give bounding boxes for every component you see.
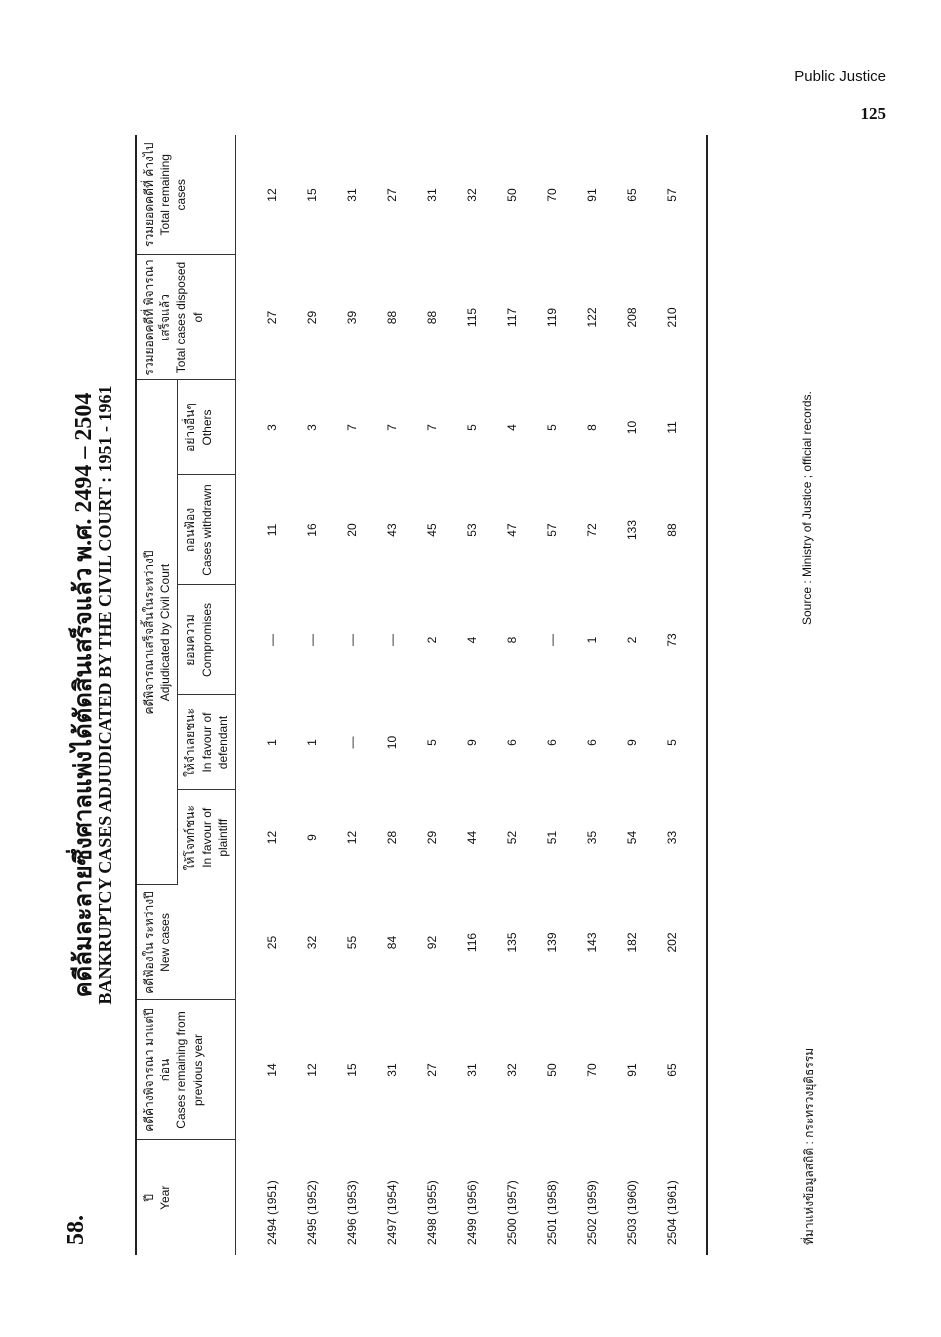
value-cell: 31 xyxy=(464,1063,479,1077)
value-cell: 2 xyxy=(424,636,439,644)
value-cell: 44 xyxy=(464,830,479,845)
year-cell: 2501 (1958) xyxy=(544,1180,559,1245)
value-cell: 9 xyxy=(464,739,479,746)
value-cell: 35 xyxy=(584,830,599,845)
value-cell: 65 xyxy=(624,188,639,202)
value-cell: 31 xyxy=(424,188,439,202)
value-cell: 32 xyxy=(304,935,319,950)
table-row xyxy=(412,135,452,1255)
value-cell: 70 xyxy=(584,1063,599,1077)
value-cell: 15 xyxy=(304,188,319,202)
value-cell: 117 xyxy=(504,307,519,328)
value-cell: 92 xyxy=(424,935,439,950)
col-adjudicated-group-header: คดีพิจารณาเสร็จสิ้นในระหว่างปี Adjudicated by Civil Court xyxy=(136,380,178,885)
value-cell: 115 xyxy=(464,307,479,328)
value-cell: 54 xyxy=(624,830,639,845)
year-cell: 2502 (1959) xyxy=(584,1180,599,1245)
value-cell: 122 xyxy=(584,307,599,328)
value-cell: 7 xyxy=(344,424,359,431)
value-cell: 14 xyxy=(264,1063,279,1077)
table-number: 58. xyxy=(63,1215,89,1245)
value-cell: 143 xyxy=(584,932,599,953)
value-cell: 202 xyxy=(652,885,707,1000)
value-cell: 6 xyxy=(584,739,599,746)
value-cell: 139 xyxy=(544,932,559,953)
value-cell: — xyxy=(344,634,359,646)
value-cell: 1 xyxy=(264,739,279,746)
source-note-english: Source : Ministry of Justice ; official records. xyxy=(800,391,814,625)
value-cell: 91 xyxy=(624,1063,639,1077)
value-cell: 31 xyxy=(384,1063,399,1077)
value-cell: 10 xyxy=(624,420,639,435)
value-cell: 32 xyxy=(464,188,479,202)
value-cell: 5 xyxy=(464,424,479,431)
value-cell: 133 xyxy=(624,519,639,541)
value-cell: 27 xyxy=(424,1063,439,1077)
value-cell: 73 xyxy=(652,585,707,695)
col-year-header: ปี Year xyxy=(136,1140,235,1255)
value-cell: — xyxy=(344,736,359,749)
value-cell: 11 xyxy=(264,523,279,537)
value-cell: 1 xyxy=(584,636,599,644)
table-row xyxy=(652,135,707,1255)
table-row xyxy=(532,135,572,1255)
col-remaining-header: คดีค้างพิจารณา มาแต่ปีก่อน Cases remaining from previous year xyxy=(136,1000,235,1140)
value-cell: 12 xyxy=(264,188,279,202)
table-row xyxy=(612,135,652,1255)
value-cell: 27 xyxy=(384,188,399,202)
value-cell: 16 xyxy=(304,523,319,537)
value-cell: 88 xyxy=(384,310,399,325)
source-note-thai: ที่มาแห่งข้อมูลสถิติ : กระทรวงยุติธรรม xyxy=(802,1047,816,1245)
value-cell: 31 xyxy=(344,188,359,202)
value-cell: 39 xyxy=(344,310,359,325)
value-cell: 5 xyxy=(544,424,559,431)
year-cell: 2499 (1956) xyxy=(464,1180,479,1245)
value-cell: 50 xyxy=(504,188,519,202)
table-row xyxy=(372,135,412,1255)
value-cell: 6 xyxy=(504,739,519,746)
value-cell: 10 xyxy=(384,735,399,750)
value-cell: 70 xyxy=(544,188,559,202)
value-cell: 43 xyxy=(384,523,399,537)
value-cell: 5 xyxy=(424,739,439,746)
col-plaintiff-header: ให้โจทก์ชนะ In favour of plaintiff xyxy=(178,790,236,885)
table-title-thai: คดีล้มละลายซึ่งศาลแพ่งได้ตัดสินเสร็จแล้ว พ.ศ. 2494 – 2504 xyxy=(71,392,97,998)
year-cell: 2498 (1955) xyxy=(424,1180,439,1245)
value-cell: 20 xyxy=(344,523,359,537)
table-row xyxy=(572,135,612,1255)
rotated-table-page xyxy=(63,135,835,1255)
value-cell: 53 xyxy=(464,523,479,537)
col-new-cases-header: คดีฟ้องใน ระหว่างปี New cases xyxy=(136,885,235,1000)
col-disposed-header: รวมยอดคดีที่ พิจารณาเสร็จแล้ว Total cases disposed of xyxy=(136,255,235,380)
value-cell: 25 xyxy=(264,935,279,950)
col-defendant-header: ให้จำเลยชนะ In favour of defendant xyxy=(178,695,236,790)
value-cell: — xyxy=(304,634,319,646)
col-others-header: อย่างอื่นๆ Others xyxy=(178,380,236,475)
value-cell: 210 xyxy=(652,255,707,380)
value-cell: 11 xyxy=(652,380,707,475)
year-cell: 2503 (1960) xyxy=(624,1180,639,1245)
value-cell: 5 xyxy=(652,695,707,790)
value-cell: 91 xyxy=(584,188,599,202)
value-cell: 9 xyxy=(304,834,319,841)
value-cell: 12 xyxy=(304,1063,319,1077)
value-cell: 33 xyxy=(652,790,707,885)
year-cell: 2504 (1961) xyxy=(652,1140,707,1255)
table-row xyxy=(235,135,292,1255)
value-cell: 7 xyxy=(424,424,439,431)
value-cell: — xyxy=(384,634,399,646)
value-cell: 12 xyxy=(264,830,279,845)
value-cell: 8 xyxy=(584,424,599,431)
value-cell: 3 xyxy=(264,424,279,431)
bankruptcy-cases-table xyxy=(135,135,708,1255)
value-cell: 88 xyxy=(424,310,439,325)
value-cell: — xyxy=(264,634,279,646)
value-cell: 29 xyxy=(304,310,319,325)
value-cell: 45 xyxy=(424,523,439,537)
col-withdrawn-header: ถอนฟ้อง Cases withdrawn xyxy=(178,475,236,585)
value-cell: 9 xyxy=(624,739,639,746)
value-cell: 51 xyxy=(544,830,559,845)
value-cell: 1 xyxy=(304,739,319,746)
value-cell: 32 xyxy=(504,1063,519,1077)
value-cell: 208 xyxy=(624,307,639,328)
year-cell: 2494 (1951) xyxy=(264,1180,279,1245)
year-cell: 2495 (1952) xyxy=(304,1180,319,1245)
value-cell: 8 xyxy=(504,636,519,644)
value-cell: — xyxy=(544,634,559,646)
year-cell: 2497 (1954) xyxy=(384,1180,399,1245)
table-row xyxy=(452,135,492,1255)
table-row xyxy=(492,135,532,1255)
value-cell: 57 xyxy=(652,135,707,255)
value-cell: 57 xyxy=(544,523,559,537)
col-total-remaining-header: รวมยอดคดีที่ ค้างไป Total remaining cases xyxy=(136,135,235,255)
col-compromises-header: ยอมความ Compromises xyxy=(178,585,236,695)
running-title: Public Justice xyxy=(794,68,886,85)
value-cell: 88 xyxy=(652,475,707,585)
value-cell: 135 xyxy=(504,932,519,953)
value-cell: 116 xyxy=(464,932,479,953)
value-cell: 4 xyxy=(504,424,519,431)
table-row xyxy=(332,135,372,1255)
page-number: 125 xyxy=(860,104,886,123)
table-title-english: BANKRUPTCY CASES ADJUDICATED BY THE CIVIL COURT : 1951 - 1961 xyxy=(95,385,115,1005)
value-cell: 3 xyxy=(304,424,319,431)
value-cell: 29 xyxy=(424,830,439,845)
value-cell: 52 xyxy=(504,830,519,845)
value-cell: 7 xyxy=(384,424,399,431)
value-cell: 28 xyxy=(384,830,399,845)
value-cell: 72 xyxy=(584,523,599,537)
value-cell: 50 xyxy=(544,1063,559,1077)
year-cell: 2500 (1957) xyxy=(504,1180,519,1245)
value-cell: 27 xyxy=(264,310,279,325)
value-cell: 2 xyxy=(624,636,639,644)
value-cell: 12 xyxy=(344,830,359,845)
value-cell: 4 xyxy=(464,636,479,644)
value-cell: 55 xyxy=(344,935,359,950)
value-cell: 182 xyxy=(624,932,639,953)
value-cell: 84 xyxy=(384,935,399,950)
value-cell: 6 xyxy=(544,739,559,746)
value-cell: 65 xyxy=(652,1000,707,1140)
table-row xyxy=(292,135,332,1255)
value-cell: 119 xyxy=(544,307,559,328)
value-cell: 15 xyxy=(344,1063,359,1077)
value-cell: 47 xyxy=(504,523,519,537)
year-cell: 2496 (1953) xyxy=(344,1180,359,1245)
